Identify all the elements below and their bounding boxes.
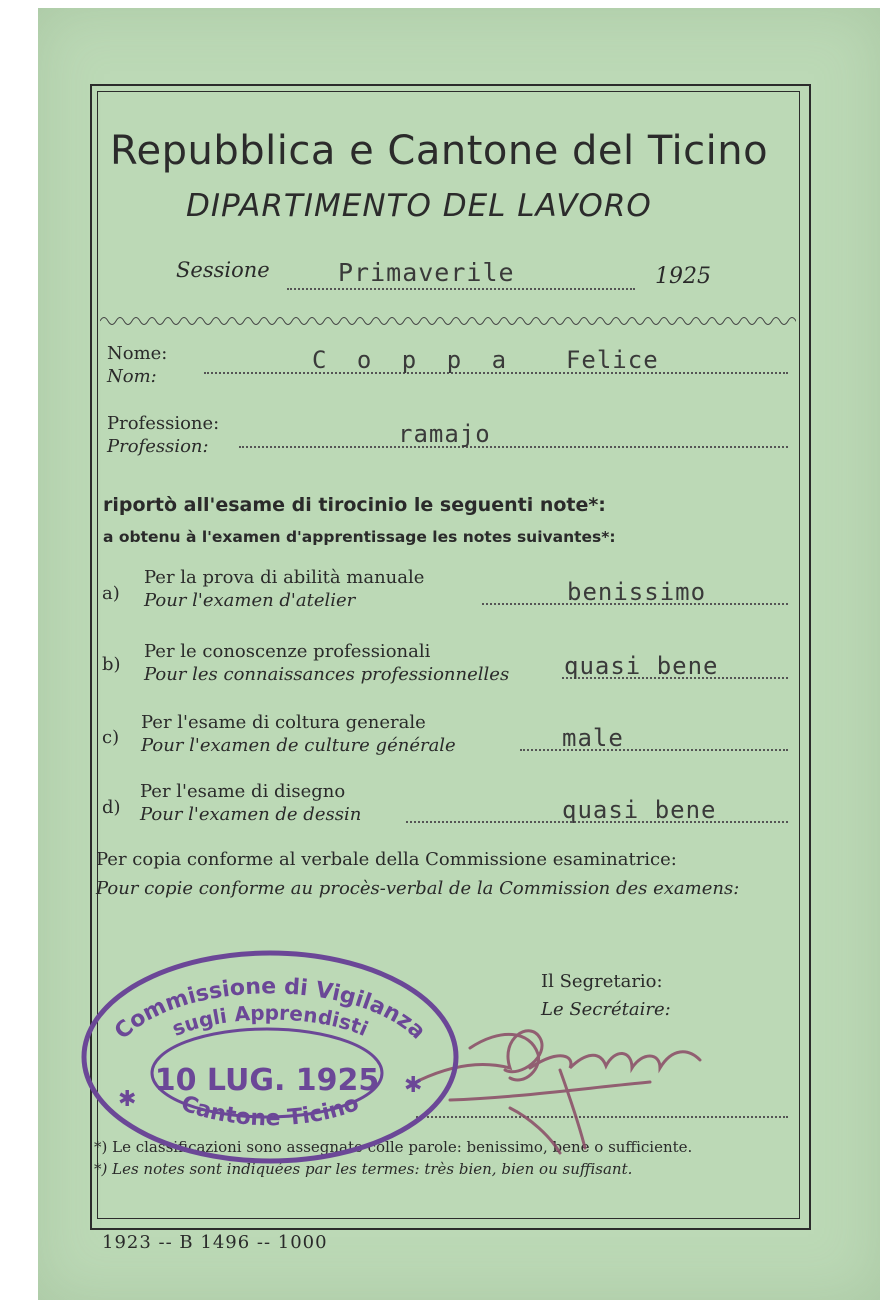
intro-french: a obtenu à l'examen d'apprentissage les notes suivantes*: <box>103 528 616 546</box>
commission-stamp <box>78 946 462 1168</box>
stamp-line-1: Commissione di Vigilanza <box>109 974 431 1045</box>
certification-italian: Per copia conforme al verbale della Commissione esaminatrice: <box>96 849 677 870</box>
stamp-star-left: ✱ <box>118 1087 137 1112</box>
grade-c-label-fr: Pour l'examen de culture générale <box>141 735 456 756</box>
profession-label-it: Professione: <box>107 413 220 434</box>
intro-italian: riportò all'esame di tirocinio le seguenti note*: <box>103 494 606 516</box>
stamp-star-right: ✱ <box>404 1073 423 1098</box>
footnote-italian: *) Le classificazioni sono assegnate colle parole: benissimo, bene o sufficiente. <box>94 1138 693 1156</box>
name-label-it: Nome: <box>107 343 168 364</box>
footnote-french: *) Les notes sont indiquées par les termes: très bien, bien ou suffisant. <box>94 1160 633 1178</box>
grade-a-label-it: Per la prova di abilità manuale <box>144 567 425 588</box>
name-label <box>107 342 167 388</box>
grade-b-value: quasi bene <box>564 652 719 680</box>
department-title: DIPARTIMENTO DEL LAVORO <box>186 188 652 224</box>
grade-c-letter: c) <box>102 727 120 748</box>
grade-a-value: benissimo <box>567 578 707 606</box>
grade-a-label-fr: Pour l'examen d'atelier <box>144 590 356 611</box>
grade-b-label <box>144 640 509 686</box>
grade-a-letter: a) <box>102 583 120 604</box>
session-value: Primaverile <box>338 258 515 287</box>
grade-d-letter: d) <box>102 797 121 818</box>
grade-c-label <box>141 711 456 757</box>
stamp-line-2: sugli Apprendisti <box>168 1000 372 1041</box>
grade-b-letter: b) <box>102 654 121 675</box>
secretary-label-fr: Le Secrétaire: <box>541 999 671 1020</box>
grade-c-value: male <box>562 724 624 752</box>
wavy-divider <box>100 312 796 330</box>
grade-c-dotted-line <box>520 749 788 751</box>
session-year: 1925 <box>655 264 711 289</box>
grade-b-label-fr: Pour les connaissances professionnelles <box>144 664 510 685</box>
grade-a-label <box>144 566 424 612</box>
name-label-fr: Nom: <box>107 366 157 387</box>
session-dotted-line <box>287 288 635 290</box>
profession-dotted-line <box>239 446 788 448</box>
grade-c-label-it: Per l'esame di coltura generale <box>141 712 426 733</box>
stamp-line-3: Cantone Ticino <box>177 1090 363 1132</box>
grade-d-value: quasi bene <box>562 796 717 824</box>
certification-french: Pour copie conforme au procès-verbal de la Commission des examens: <box>96 878 740 899</box>
session-label: Sessione <box>176 258 270 282</box>
grade-b-label-it: Per le conoscenze professionali <box>144 641 431 662</box>
profession-value: ramajo <box>398 420 491 448</box>
profession-label <box>107 412 219 458</box>
grade-d-label-it: Per l'esame di disegno <box>140 781 346 802</box>
grade-d-label-fr: Pour l'examen de dessin <box>140 804 362 825</box>
document-title: Repubblica e Cantone del Ticino <box>110 128 769 174</box>
profession-label-fr: Profession: <box>107 436 209 457</box>
print-code: 1923 -- B 1496 -- 1000 <box>102 1232 328 1253</box>
name-value: C o p p a Felice <box>312 346 659 374</box>
stamp-date: 10 LUG. 1925 <box>154 1063 380 1098</box>
secretary-label-it: Il Segretario: <box>541 971 663 992</box>
grade-d-label <box>140 780 361 826</box>
